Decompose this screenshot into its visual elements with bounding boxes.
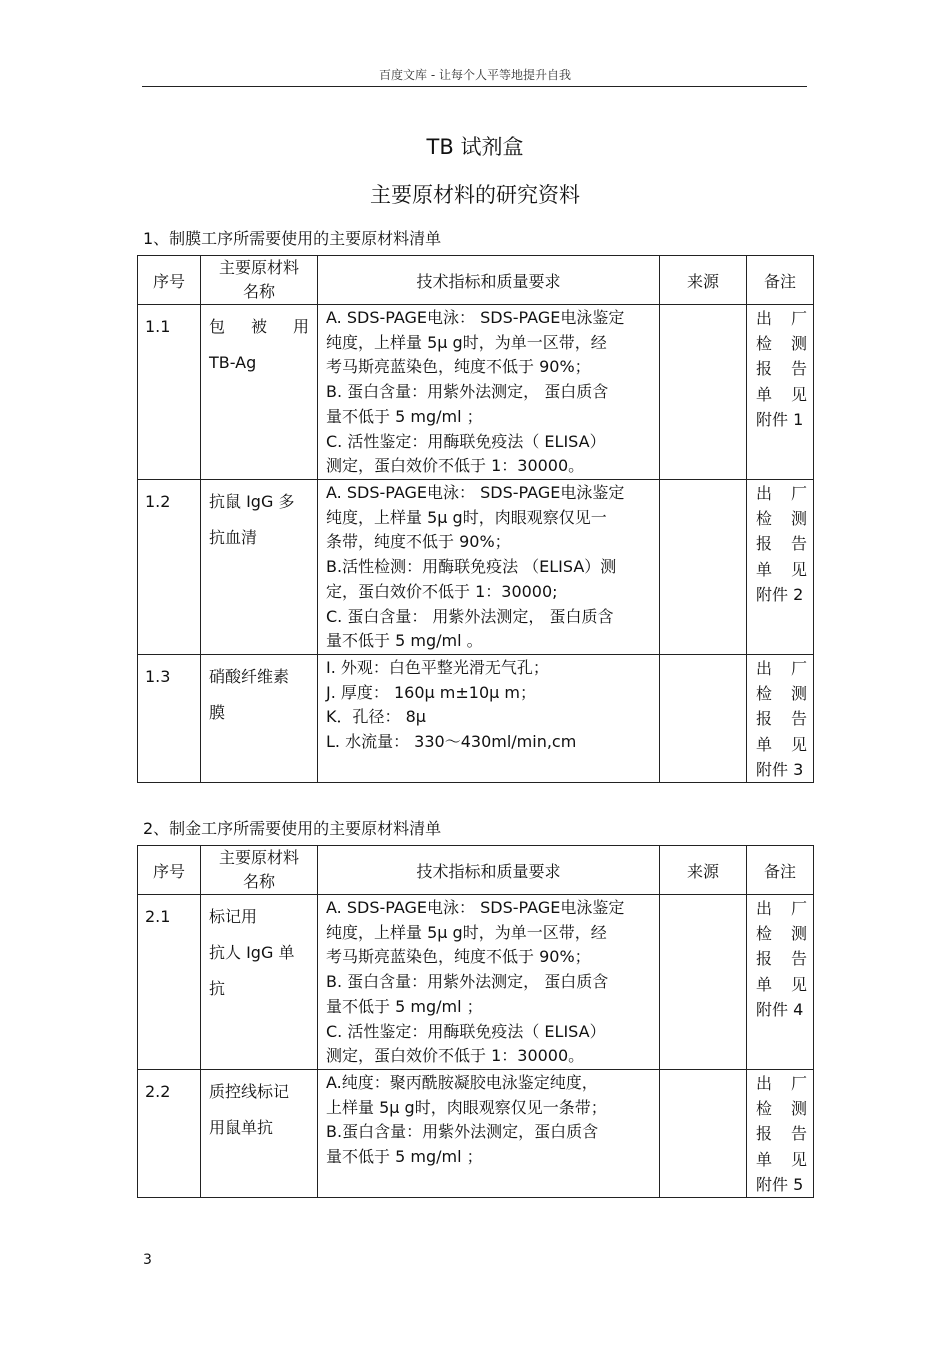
- row-tech: A. SDS-PAGE电泳： SDS-PAGE电泳鉴定 纯度，上样量 5μ g时，为单一区带，经 考马斯亮蓝染色，纯度不低于 90%； B. 蛋白含量：用紫外法测定， 蛋白质含 量不低于 5 mg/ml ； C. 活性鉴定：用酶联免疫法（ ELISA） 测定，蛋白效价不低于 1：30000。: [318, 305, 660, 480]
- row-source: [660, 655, 747, 783]
- row-name: 标记用 抗人 IgG 单 抗: [201, 895, 318, 1070]
- col-header-source: 来源: [660, 846, 747, 895]
- row-no: 1.1: [138, 305, 201, 480]
- row-tech: A. SDS-PAGE电泳： SDS-PAGE电泳鉴定 纯度，上样量 5μ g时，肉眼观察仅见一 条带，纯度不低于 90%； B.活性检测：用酶联免疫法 （ELISA）测 定，蛋白效价不低于 1：30000; C. 蛋白含量： 用紫外法测定， 蛋白质含 量不低于 5 mg/ml 。: [318, 480, 660, 655]
- col-header-note: 备注: [747, 846, 814, 895]
- table-row: [138, 895, 814, 1070]
- doc-subtitle: 主要原材料的研究资料: [370, 183, 580, 207]
- col-header-source: 来源: [660, 256, 747, 305]
- table-header-row: [138, 256, 814, 305]
- col-header-name: 主要原材料 名称: [201, 846, 318, 895]
- section2-title: 2、制金工序所需要使用的主要原材料清单: [143, 819, 442, 838]
- row-source: [660, 1070, 747, 1198]
- table-row: [138, 305, 814, 480]
- table-row: [138, 655, 814, 783]
- col-header-no: 序号: [138, 256, 201, 305]
- row-note: 出 厂 检 测 报 告 单 见 附件 2: [747, 480, 814, 655]
- row-name: 包 被 用 TB-Ag: [201, 305, 318, 480]
- doc-title: TB 试剂盒: [426, 135, 524, 159]
- row-tech: I. 外观：白色平整光滑无气孔； J. 厚度： 160μ m±10μ m； K．孔径： 8μ L. 水流量： 330～430ml/min,cm: [318, 655, 660, 783]
- table-row: [138, 480, 814, 655]
- col-header-tech: 技术指标和质量要求: [318, 846, 660, 895]
- col-header-note: 备注: [747, 256, 814, 305]
- row-source: [660, 895, 747, 1070]
- row-no: 2.1: [138, 895, 201, 1070]
- row-name: 质控线标记 用鼠单抗: [201, 1070, 318, 1198]
- col-header-no: 序号: [138, 846, 201, 895]
- row-no: 2.2: [138, 1070, 201, 1198]
- row-name: 硝酸纤维素 膜: [201, 655, 318, 783]
- header-rule: [142, 86, 807, 87]
- col-header-name: 主要原材料 名称: [201, 256, 318, 305]
- row-no: 1.3: [138, 655, 201, 783]
- col-header-tech: 技术指标和质量要求: [318, 256, 660, 305]
- row-note: 出 厂 检 测 报 告 单 见 附件 3: [747, 655, 814, 783]
- row-source: [660, 480, 747, 655]
- row-note: 出 厂 检 测 报 告 单 见 附件 4: [747, 895, 814, 1070]
- row-note: 出 厂 检 测 报 告 单 见 附件 1: [747, 305, 814, 480]
- row-no: 1.2: [138, 480, 201, 655]
- materials-table-1: [137, 255, 814, 783]
- table-row: [138, 1070, 814, 1198]
- row-tech: A. SDS-PAGE电泳： SDS-PAGE电泳鉴定 纯度，上样量 5μ g时，为单一区带，经 考马斯亮蓝染色，纯度不低于 90%； B. 蛋白含量：用紫外法测定， 蛋白质含 量不低于 5 mg/ml ； C. 活性鉴定：用酶联免疫法（ ELISA） 测定，蛋白效价不低于 1：30000。: [318, 895, 660, 1070]
- section1-title: 1、制膜工序所需要使用的主要原材料清单: [143, 229, 442, 248]
- row-note: 出 厂 检 测 报 告 单 见 附件 5: [747, 1070, 814, 1198]
- table-header-row: [138, 846, 814, 895]
- row-tech: A.纯度：聚丙酰胺凝胶电泳鉴定纯度， 上样量 5μ g时，肉眼观察仅见一条带； B.蛋白含量：用紫外法测定，蛋白质含 量不低于 5 mg/ml ；: [318, 1070, 660, 1198]
- materials-table-2: [137, 845, 814, 1198]
- row-source: [660, 305, 747, 480]
- page-number: 3: [143, 1252, 152, 1268]
- row-name: 抗鼠 IgG 多 抗血清: [201, 480, 318, 655]
- page-header: 百度文库 - 让每个人平等地提升自我: [379, 68, 571, 82]
